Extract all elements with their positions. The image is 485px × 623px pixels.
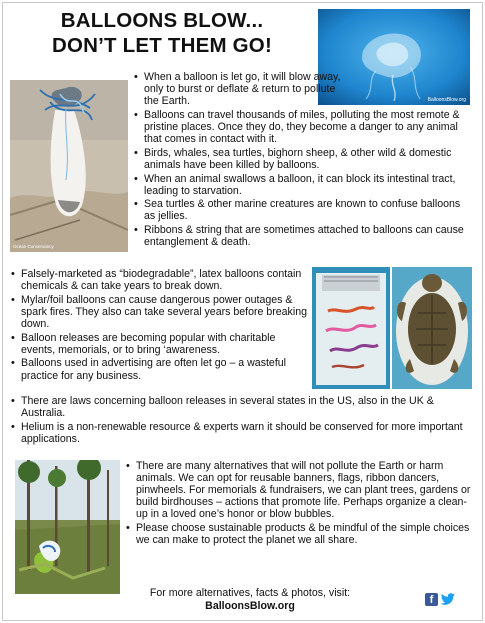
list-item: • When an animal swallows a balloon, it can block its intestinal tract, leading to starvation.	[132, 173, 474, 197]
website-link[interactable]: BalloonsBlow.org	[205, 600, 295, 612]
bird-balloon-photo	[10, 80, 128, 252]
list-item: • Balloons used in advertising are often let go – a wasteful practice for any business.	[9, 357, 309, 381]
bullet-list-impacts	[132, 71, 474, 250]
bullet-list-alternatives	[124, 460, 472, 548]
list-item: • There are many alternatives that will not pollute the Earth or harm animals. We can opt for reusable banners, flags, ribbon dancers, pinwheels. For memorials & fundraisers, we can plant trees, gardens or build birdhouses – actions that promote life. Perhaps organize a clean-up in a loved one’s honor or blow bubbles.	[124, 460, 472, 520]
list-item: • Ribbons & string that are sometimes attached to balloons can cause entanglement & death.	[132, 224, 474, 248]
list-item: • Balloons can travel thousands of miles, polluting the most remote & pristine places. Once they do, they become a danger to any animal that comes in contact with it.	[132, 109, 474, 145]
list-item: • Please choose sustainable products & be mindful of the simple choices we can make to protect the planet we all share.	[124, 522, 472, 546]
underwater-photo-caption: BalloonsBlow.org	[427, 97, 466, 103]
list-item: • There are laws concerning balloon releases in several states in the US, also in the UK & Australia.	[9, 395, 471, 419]
title-line-1: BALLOONS BLOW...	[60, 9, 264, 32]
list-item: • Balloon releases are becoming popular with charitable events, memorials, or to bring ‘awareness.	[9, 332, 309, 356]
bullet-list-facts	[9, 268, 309, 383]
list-item: • Birds, whales, sea turtles, bighorn sheep, & other wild & domestic animals have been killed by balloons.	[132, 147, 474, 171]
list-item: • Mylar/foil balloons can cause dangerous power outages & spark fires. They also can take several years before breaking down.	[9, 294, 309, 330]
forest-balloon-photo	[15, 460, 120, 594]
bird-photo-caption: Ocean Conservancy	[13, 244, 54, 249]
page-title	[12, 8, 312, 58]
sea-turtle-photo	[392, 267, 472, 389]
title-line-2: DON’T LET THEM GO!	[52, 34, 272, 57]
footer-line: For more alternatives, facts & photos, visit:	[149, 587, 351, 599]
footer	[130, 587, 370, 613]
facebook-icon[interactable]: f	[425, 593, 438, 606]
social-icons	[425, 593, 456, 606]
list-item: • Falsely-marketed as “biodegradable”, latex balloons contain chemicals & can take years to break down.	[9, 268, 309, 292]
twitter-icon[interactable]	[440, 593, 456, 606]
bullet-list-laws	[9, 395, 471, 447]
list-item: • When a balloon is let go, it will blow away, only to burst or deflate & return to pollute the Earth.	[132, 71, 349, 107]
balloon-debris-photo	[312, 267, 390, 389]
list-item: • Sea turtles & other marine creatures are known to confuse balloons as jellies.	[132, 198, 474, 222]
list-item: • Helium is a non-renewable resource & experts warn it should be conserved for more important applications.	[9, 421, 471, 445]
